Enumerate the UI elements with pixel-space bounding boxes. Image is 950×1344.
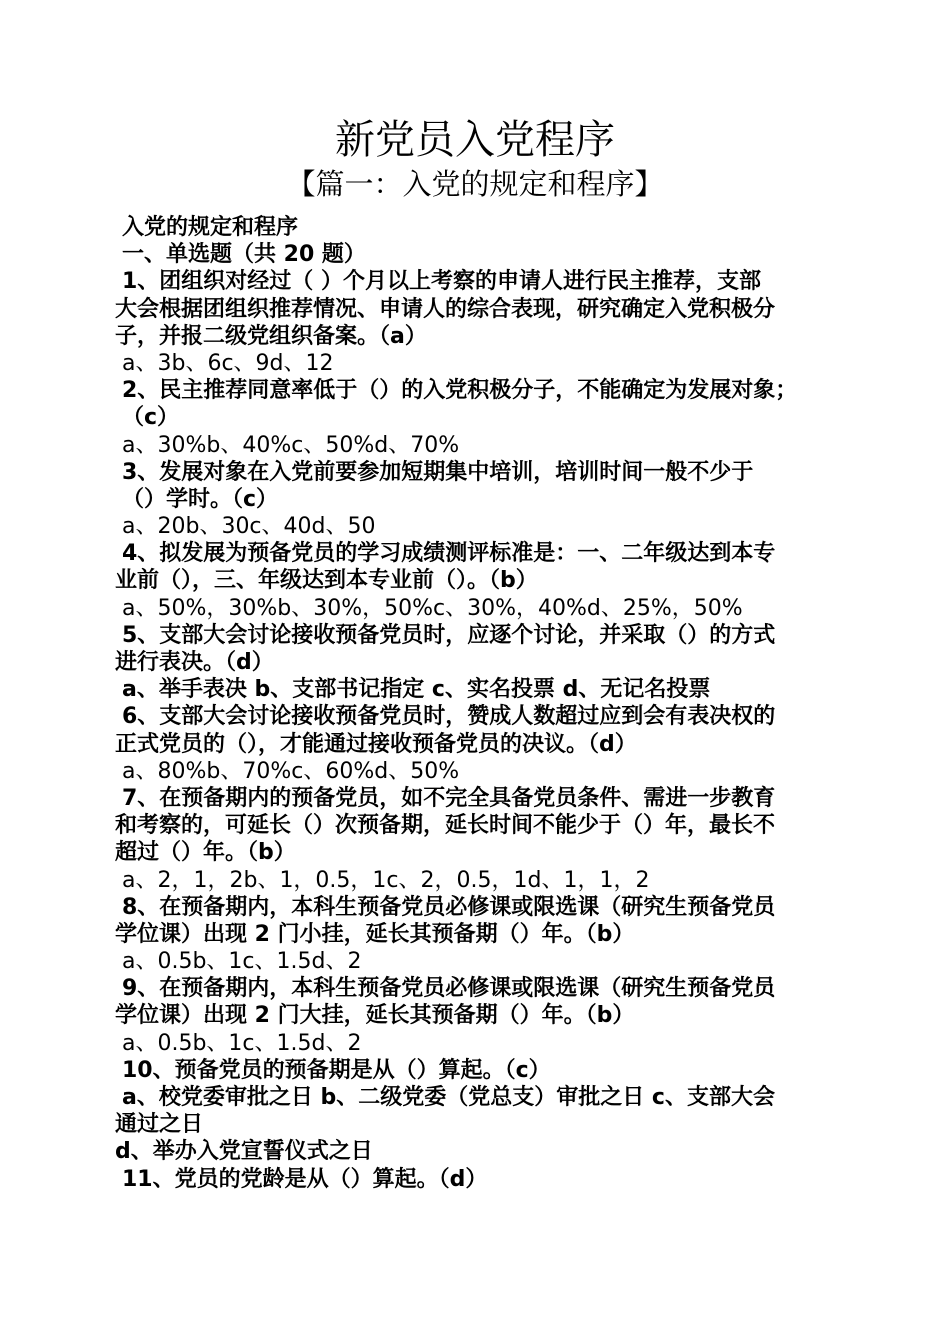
text-line: 和考察的，可延长（）次预备期，延长时间不能少于（）年，最长不 [115, 813, 776, 839]
text-line: a、校党委审批之日 b、二级党委（党总支）审批之日 c、支部大会 [122, 1085, 775, 1110]
text-line: 11、党员的党龄是从（）算起。（d） [122, 1166, 488, 1192]
text-line: a、20b、30c、40d、50 [122, 514, 376, 540]
text-line: d、举办入党宣誓仪式之日 [115, 1139, 373, 1165]
text-line: 业前（），三、年级达到本专业前（）。（b） [115, 568, 538, 594]
text-line: 2、民主推荐同意率低于（）的入党积极分子，不能确定为发展对象； [122, 378, 798, 404]
text-line: 9、在预备期内，本科生预备党员必修课或限选课（研究生预备党员 [122, 976, 776, 1002]
text-line: a、0.5b、1c、1.5d、2 [122, 1030, 362, 1056]
text-line: 大会根据团组织推荐情况、申请人的综合表现，研究确定入党积极分 [115, 296, 776, 322]
text-line: 子，并报二级党组织备案。（a） [115, 323, 427, 349]
document-body [115, 214, 845, 1193]
text-line: 学位课）出现 2 门大挂，延长其预备期（）年。（b） [115, 1003, 635, 1029]
text-line: （）学时。（c） [122, 486, 279, 512]
text-line: a、举手表决 b、支部书记指定 c、实名投票 d、无记名投票 [122, 677, 711, 703]
text-line: （c） [122, 405, 180, 431]
question-list [115, 268, 845, 1192]
text-line: 超过（）年。（b） [115, 840, 296, 866]
text-line: a、0.5b、1c、1.5d、2 [122, 949, 362, 975]
text-line: a、2，1，2b、1，0.5，1c、2，0.5，1d、1，1，2 [122, 867, 650, 893]
text-line: 1、团组织对经过（ ）个月以上考察的申请人进行民主推荐，支部 [122, 269, 761, 295]
text-line: 8、在预备期内，本科生预备党员必修课或限选课（研究生预备党员 [122, 894, 776, 920]
document-subtitle: 【篇一：入党的规定和程序】 [286, 167, 664, 201]
text-line: a、50%，30%b、30%，50%c、30%，40%d、25%，50% [122, 595, 743, 621]
text-line: 4、拟发展为预备党员的学习成绩测评标准是：一、二年级达到本专 [122, 541, 776, 567]
section-title: 入党的规定和程序 [122, 215, 299, 240]
text-line: 10、预备党员的预备期是从（）算起。（c） [122, 1057, 551, 1083]
text-line: 进行表决。（d） [115, 650, 274, 675]
text-line: 正式党员的（），才能通过接收预备党员的决议。（d） [115, 731, 637, 757]
text-line: 学位课）出现 2 门小挂，延长其预备期（）年。（b） [115, 921, 635, 947]
text-line: a、80%b、70%c、60%d、50% [122, 758, 460, 784]
text-line: 5、支部大会讨论接收预备党员时，应逐个讨论，并采取（）的方式 [122, 622, 776, 648]
part-heading: 一、单选题（共 20 题） [122, 242, 366, 268]
text-line: 7、在预备期内的预备党员，如不完全具备党员条件、需进一步教育 [122, 785, 776, 811]
text-line: 6、支部大会讨论接收预备党员时，赞成人数超过应到会有表决权的 [122, 704, 776, 730]
text-line: a、30%b、40%c、50%d、70% [122, 432, 460, 458]
document-title: 新党员入党程序 [335, 117, 615, 163]
text-line: 通过之日 [115, 1112, 204, 1138]
text-line: a、3b、6c、9d、12 [122, 350, 334, 376]
text-line: 3、发展对象在入党前要参加短期集中培训，培训时间一般不少于 [122, 459, 754, 485]
